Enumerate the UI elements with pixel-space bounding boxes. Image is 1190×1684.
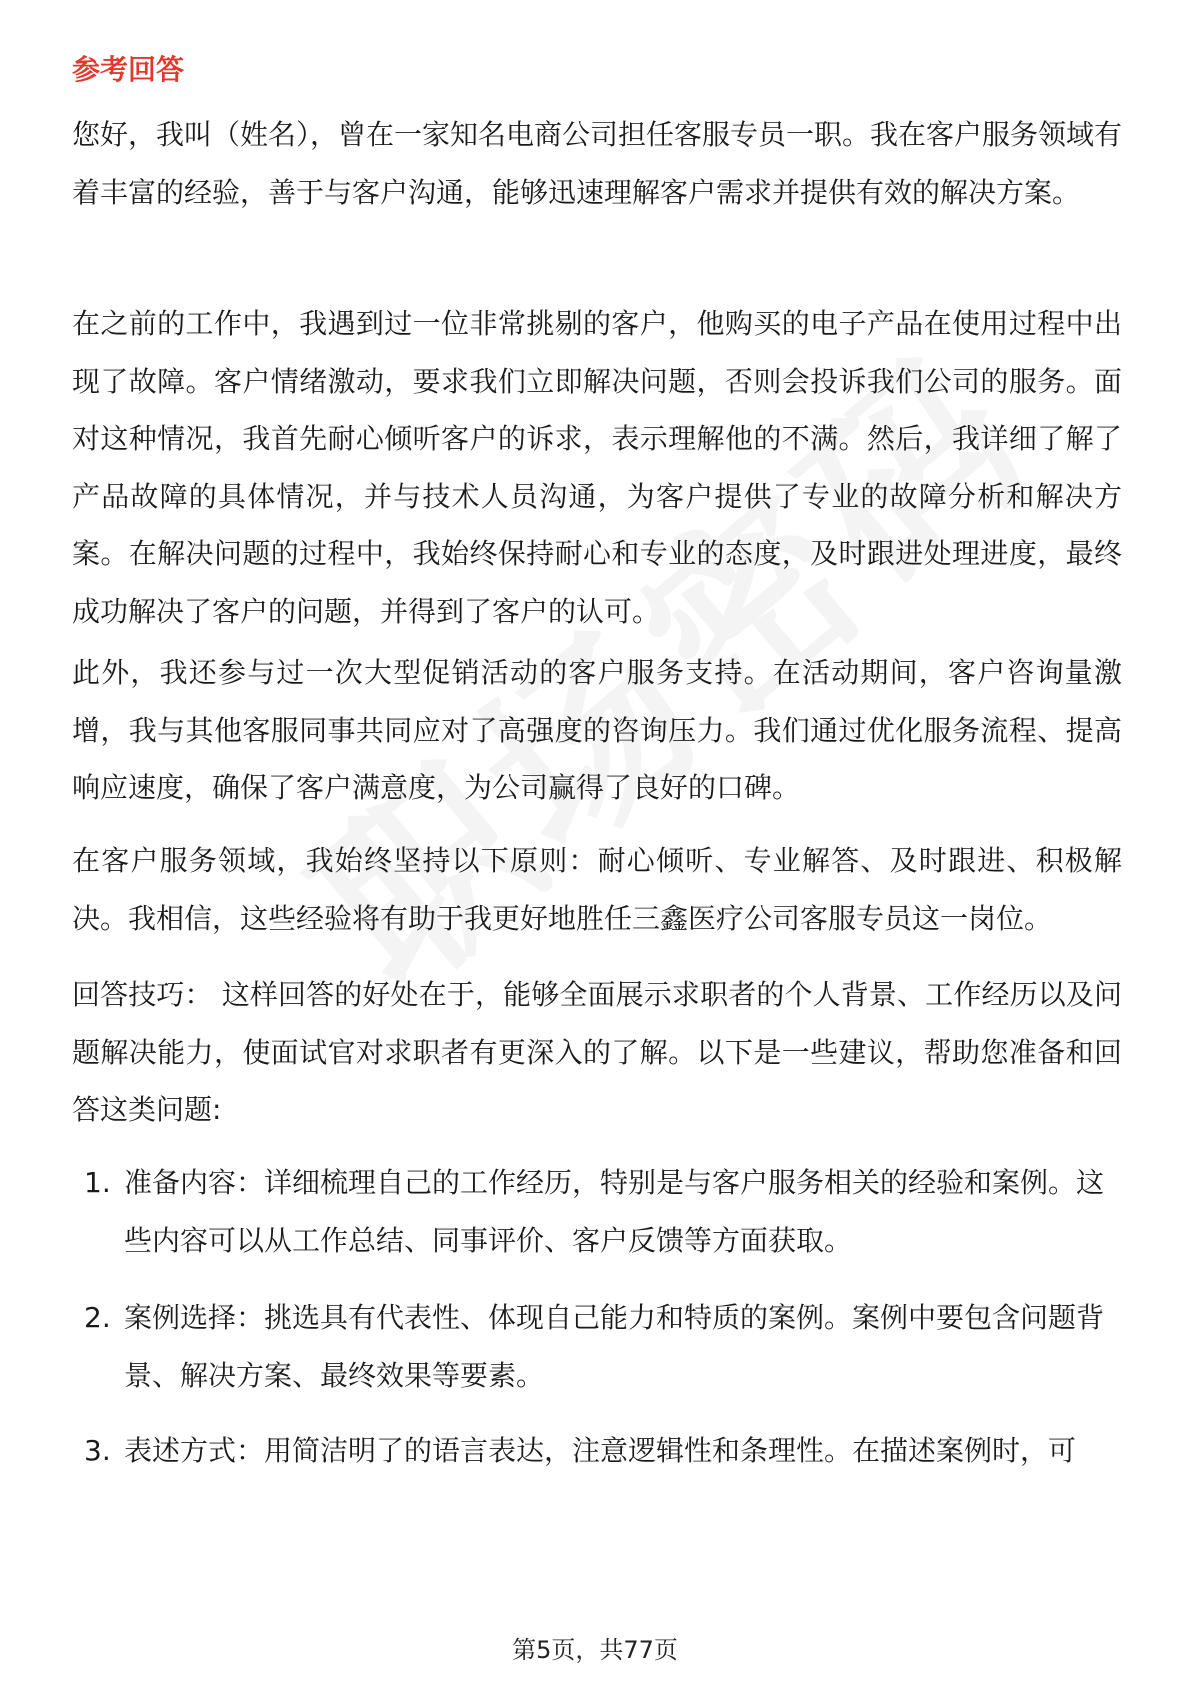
list-text: 表述方式：用简洁明了的语言表达，注意逻辑性和条理性。在描述案例时，可 — [124, 1434, 1077, 1467]
list-text: 案例选择：挑选具有代表性、体现自己能力和特质的案例。案例中要包含问题背景、解决方案、最终效果等要素。 — [124, 1301, 1105, 1392]
list-number: 3. — [84, 1434, 111, 1467]
paragraph-principles: 在客户服务领域，我始终坚持以下原则：耐心倾听、专业解答、及时跟进、积极解决。我相信，这些经验将有助于我更好地胜任三鑫医疗公司客服专员这一岗位。 — [72, 844, 1122, 935]
list-item — [84, 1422, 1122, 1480]
paragraph-experience: 在之前的工作中，我遇到过一位非常挑剔的客户，他购买的电子产品在使用过程中出现了故障。客户情绪激动，要求我们立即解决问题，否则会投诉我们公司的服务。面对这种情况，我首先耐心倾听客户的诉求，表示理解他的不满。然后，我详细了解了产品故障的具体情况，并与技术人员沟通，为客户提供了专业的故障分析和解决方案。在解决问题的过程中，我始终保持耐心和专业的态度，及时跟进处理进度，最终成功解决了客户的问题，并得到了客户的认可。 — [72, 307, 1122, 628]
list-number: 2. — [84, 1301, 111, 1334]
paragraph-tips-intro: 回答技巧： 这样回答的好处在于，能够全面展示求职者的个人背景、工作经历以及问题解决能力，使面试官对求职者有更深入的了解。以下是一些建议，帮助您准备和回答这类问题: — [72, 978, 1122, 1126]
list-item — [84, 1154, 1122, 1269]
list-number: 1. — [84, 1166, 111, 1199]
paragraph-promotion: 此外，我还参与过一次大型促销活动的客户服务支持。在活动期间，客户咨询量激增，我与其他客服同事共同应对了高强度的咨询压力。我们通过优化服务流程、提高响应速度，确保了客户满意度，为公司赢得了良好的口碑。 — [72, 656, 1122, 804]
page-footer: 第5页，共77页 — [512, 1636, 678, 1664]
list-text: 准备内容：详细梳理自己的工作经历，特别是与客户服务相关的经验和案例。这些内容可以从工作总结、同事评价、客户反馈等方面获取。 — [124, 1166, 1105, 1257]
list-item — [84, 1289, 1122, 1404]
paragraph-intro: 您好，我叫（姓名），曾在一家知名电商公司担任客服专员一职。我在客户服务领域有着丰富的经验，善于与客户沟通，能够迅速理解客户需求并提供有效的解决方案。 — [72, 118, 1123, 209]
section-title: 参考回答 — [72, 53, 185, 86]
